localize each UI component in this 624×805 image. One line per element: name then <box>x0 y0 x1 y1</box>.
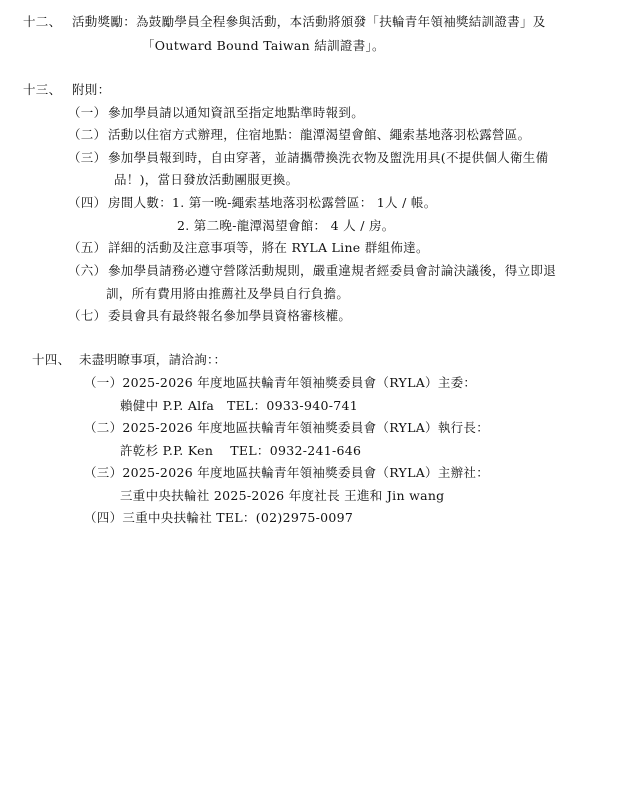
section-12-line-1: 活動獎勵：為鼓勵學員全程參與活動，本活動將頒發「扶輪青年領袖獎結訓證書」及 <box>72 14 546 29</box>
section-13-item-3-number: （三） <box>68 150 107 165</box>
contact-3-title: （三）2025-2026 年度地區扶輪青年領袖獎委員會（RYLA）主辦社： <box>84 465 490 480</box>
section-13-item-7-text: 委員會具有最終報名參加學員資格審核權。 <box>108 308 352 323</box>
section-13-item-6-text: 參加學員請務必遵守營隊活動規則，嚴重違規者經委員會討論決議後，得立即退 <box>108 263 557 278</box>
section-14-title: 未盡明瞭事項，請洽詢：： <box>79 352 227 367</box>
section-13-item-6-continuation: 訓，所有費用將由推薦社及學員自行負擔。 <box>106 286 350 301</box>
contact-1-title: （一）2025-2026 年度地區扶輪青年領袖獎委員會（RYLA）主委： <box>84 375 477 390</box>
section-13-item-4-continuation: 2. 第二晚-龍潭渴望會館： 4 人 / 房。 <box>177 218 395 233</box>
section-13-item-3-text: 參加學員報到時，自由穿著，並請攜帶換洗衣物及盥洗用具(不提供個人衛生備 <box>108 150 549 165</box>
section-13-item-5-text: 詳細的活動及注意事項等，將在 RYLA Line 群組佈達。 <box>108 240 429 255</box>
section-12-line-2: 「Outward Bound Taiwan 結訓證書」。 <box>142 38 385 53</box>
section-13-item-4-number: （四） <box>68 195 107 210</box>
contact-2-details: 許乾杉 P.P. Ken TEL：0932-241-646 <box>120 443 362 458</box>
section-13-item-6-number: （六） <box>68 263 107 278</box>
contact-2-title: （二）2025-2026 年度地區扶輪青年領袖獎委員會（RYLA）執行長： <box>84 420 490 435</box>
section-14-heading: 十四、 <box>32 352 71 367</box>
section-13-item-2-text: 活動以住宿方式辦理，住宿地點：龍潭渴望會館、繩索基地落羽松露營區。 <box>108 127 531 142</box>
contact-1-details: 賴健中 P.P. Alfa TEL：0933-940-741 <box>120 398 358 413</box>
section-13-item-2-number: （二） <box>68 127 107 142</box>
section-13-item-4-text: 房間人數：1. 第一晚-繩索基地落羽松露營區： 1人 / 帳。 <box>108 195 437 210</box>
contact-3-details: 三重中央扶輪社 2025-2026 年度社長 王進和 Jin wang <box>120 488 445 503</box>
section-12-heading: 十二、 <box>23 14 62 29</box>
section-13-heading: 十三、 <box>23 82 62 97</box>
section-13-item-1-text: 參加學員請以通知資訊至指定地點準時報到。 <box>108 105 365 120</box>
contact-4-phone: （四）三重中央扶輪社 TEL：(02)2975-0097 <box>84 510 354 525</box>
section-13-item-1-number: （一） <box>68 105 107 120</box>
section-13-item-5-number: （五） <box>68 240 107 255</box>
section-13-title: 附則： <box>72 82 111 97</box>
section-13-item-3-continuation: 品！)，當日發放活動團服更換。 <box>114 172 299 187</box>
section-13-item-7-number: （七） <box>68 308 107 323</box>
